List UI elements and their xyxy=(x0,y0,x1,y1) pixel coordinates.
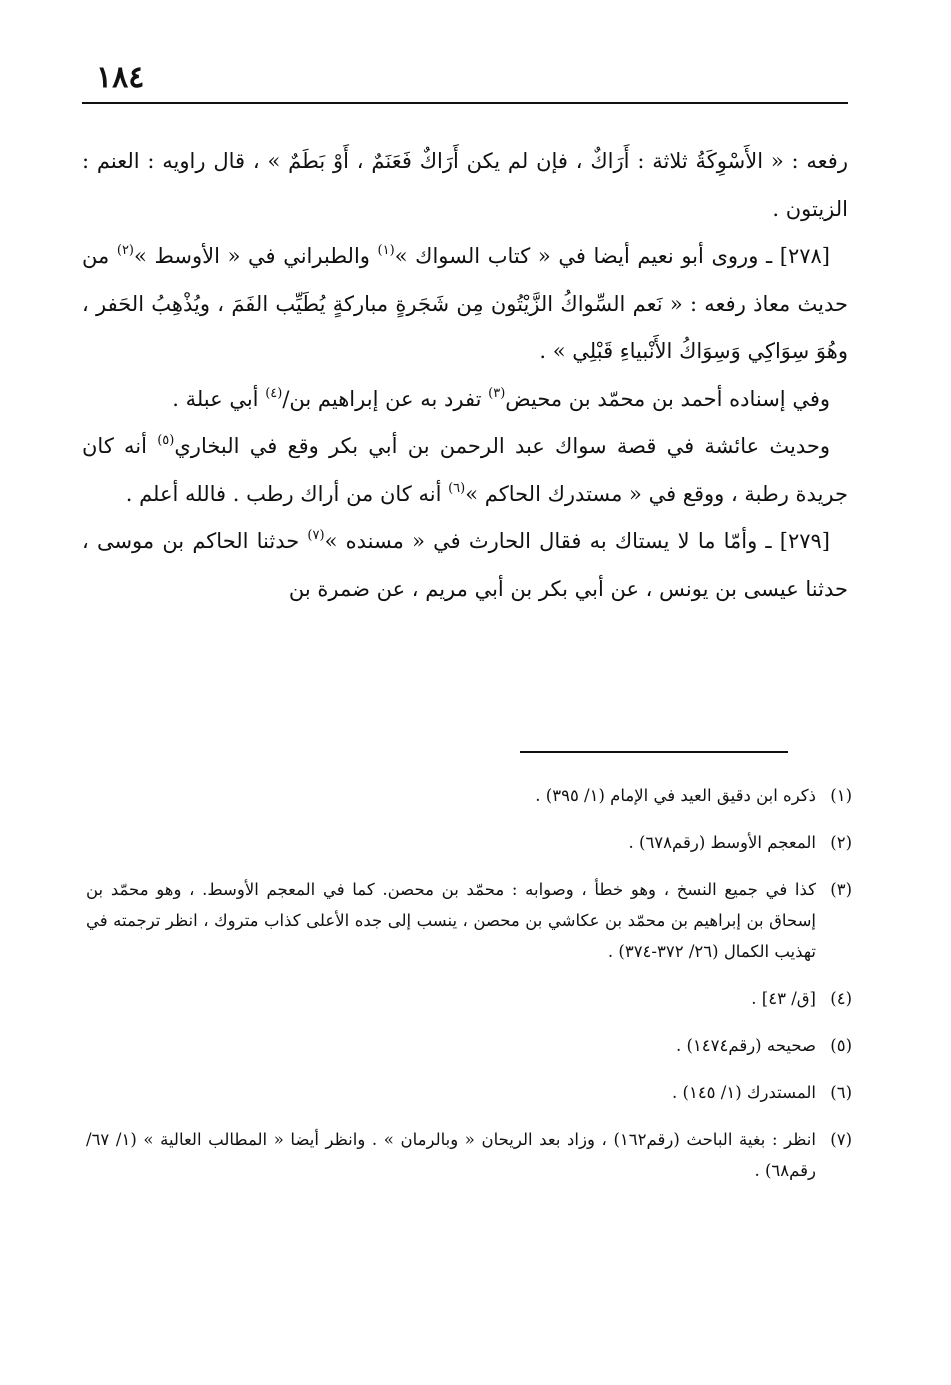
paragraph xyxy=(82,423,848,518)
text-segment: تفرد به عن إبراهيم بن/ xyxy=(282,386,489,411)
footnote-ref: (٣) xyxy=(488,385,506,401)
footnote-text: المستدرك (١/ ١٤٥) . xyxy=(672,1083,816,1102)
footnote-number: (٣) xyxy=(830,880,852,899)
paragraph-279 xyxy=(82,518,848,613)
paragraph xyxy=(82,376,848,424)
text-segment: [٢٧٨] ـ وروى أبو نعيم أيضا في « كتاب السواك » xyxy=(394,244,830,268)
footnote-number: (٧) xyxy=(830,1130,852,1149)
footnote-text: كذا في جميع النسخ ، وهو خطأ ، وصوابه : محمّد بن محصن. كما في المعجم الأوسط. ، وهو محمّد بن إسحاق بن إبراهيم بن محمّد بن عكاشي بن محصن ، ينسب إلى جده الأعلى كذاب متروك ، انظر ترجمته في تهذيب الكمال (٢٦/ ٣٧٢-٣٧٤) . xyxy=(86,880,816,961)
footnote-text: صحيحه (رقم١٤٧٤) . xyxy=(675,1036,816,1055)
footnote-text: المعجم الأوسط (رقم٦٧٨) . xyxy=(628,833,816,852)
footnote-text: ذكره ابن دقيق العيد في الإمام (١/ ٣٩٥) . xyxy=(535,786,816,805)
text-segment: وفي إسناده أحمد بن محمّد بن محيض xyxy=(505,386,830,411)
paragraph-278 xyxy=(82,233,848,376)
footnote-ref: (١) xyxy=(377,243,395,258)
footnote-ref: (٢) xyxy=(116,243,134,258)
footnote-ref: (٥) xyxy=(157,433,175,448)
paragraph: رفعه : « الأَسْوِكَةُ ثلاثة : أَرَاكٌ ، فإن لم يكن أَرَاكٌ فَعَنَمٌ ، أَوْ بَطَمٌ » ، قال راويه : العنم : الزيتون . xyxy=(82,149,848,221)
text-segment: وحديث عائشة في قصة سواك عبد الرحمن بن أبي بكر وقع في البخاري xyxy=(174,434,830,458)
footnote-text: [ق/ ٤٣] . xyxy=(751,989,816,1008)
footnote-number: (٤) xyxy=(830,989,852,1008)
footnote-text: انظر : بغية الباحث (رقم١٦٢) ، وزاد بعد الريحان « وبالرمان » . وانظر أيضا « المطالب العالية » (١/ ٦٧/ رقم٦٨) . xyxy=(86,1130,816,1180)
footnotes xyxy=(86,780,852,1202)
footnote-number: (١) xyxy=(830,786,852,805)
footnote-item xyxy=(86,780,852,811)
text-segment: أبي عبلة . xyxy=(172,386,266,411)
footnote-item xyxy=(86,983,852,1014)
footnote-item xyxy=(86,827,852,858)
text-segment: أنه كان جريدة رطبة ، ووقع في « مستدرك الحاكم » xyxy=(82,434,848,506)
text-segment: حدثنا الحاكم بن موسى ، حدثنا عيسى بن يونس ، عن أبي بكر بن أبي مريم ، عن ضمرة بن xyxy=(82,529,848,601)
footnote-item xyxy=(86,874,852,967)
footnote-number: (٥) xyxy=(830,1036,852,1055)
footnote-ref: (٤) xyxy=(265,385,283,401)
footnote-number: (٢) xyxy=(830,833,852,852)
footnote-separator xyxy=(520,751,788,753)
header-rule xyxy=(82,102,848,104)
text-segment: [٢٧٩] ـ وأمّا ما لا يستاك به فقال الحارث في « مسنده » xyxy=(324,529,830,553)
footnote-ref: (٦) xyxy=(448,480,466,496)
footnote-number: (٦) xyxy=(830,1083,852,1102)
footnote-ref: (٧) xyxy=(307,528,325,543)
footnote-item xyxy=(86,1030,852,1061)
footnote-item xyxy=(86,1124,852,1186)
footnote-item xyxy=(86,1077,852,1108)
text-segment: أنه كان من أراك رطب . فالله أعلم . xyxy=(125,481,449,506)
main-text xyxy=(82,138,848,613)
page-number: ١٨٤ xyxy=(96,60,145,95)
text-segment: والطبراني في « الأوسط » xyxy=(134,244,378,268)
text-segment: من حديث معاذ رفعه : « نَعم السِّواكُ الزَّيْتُون مِن شَجَرةٍ مباركةٍ يُطَيِّب الفَمَ ، ويُذْهِبُ الحَفر ، وهُوَ سِوَاكِي وَسِوَاكُ الأَنْبياءِ قَبْلِي » . xyxy=(82,244,848,363)
